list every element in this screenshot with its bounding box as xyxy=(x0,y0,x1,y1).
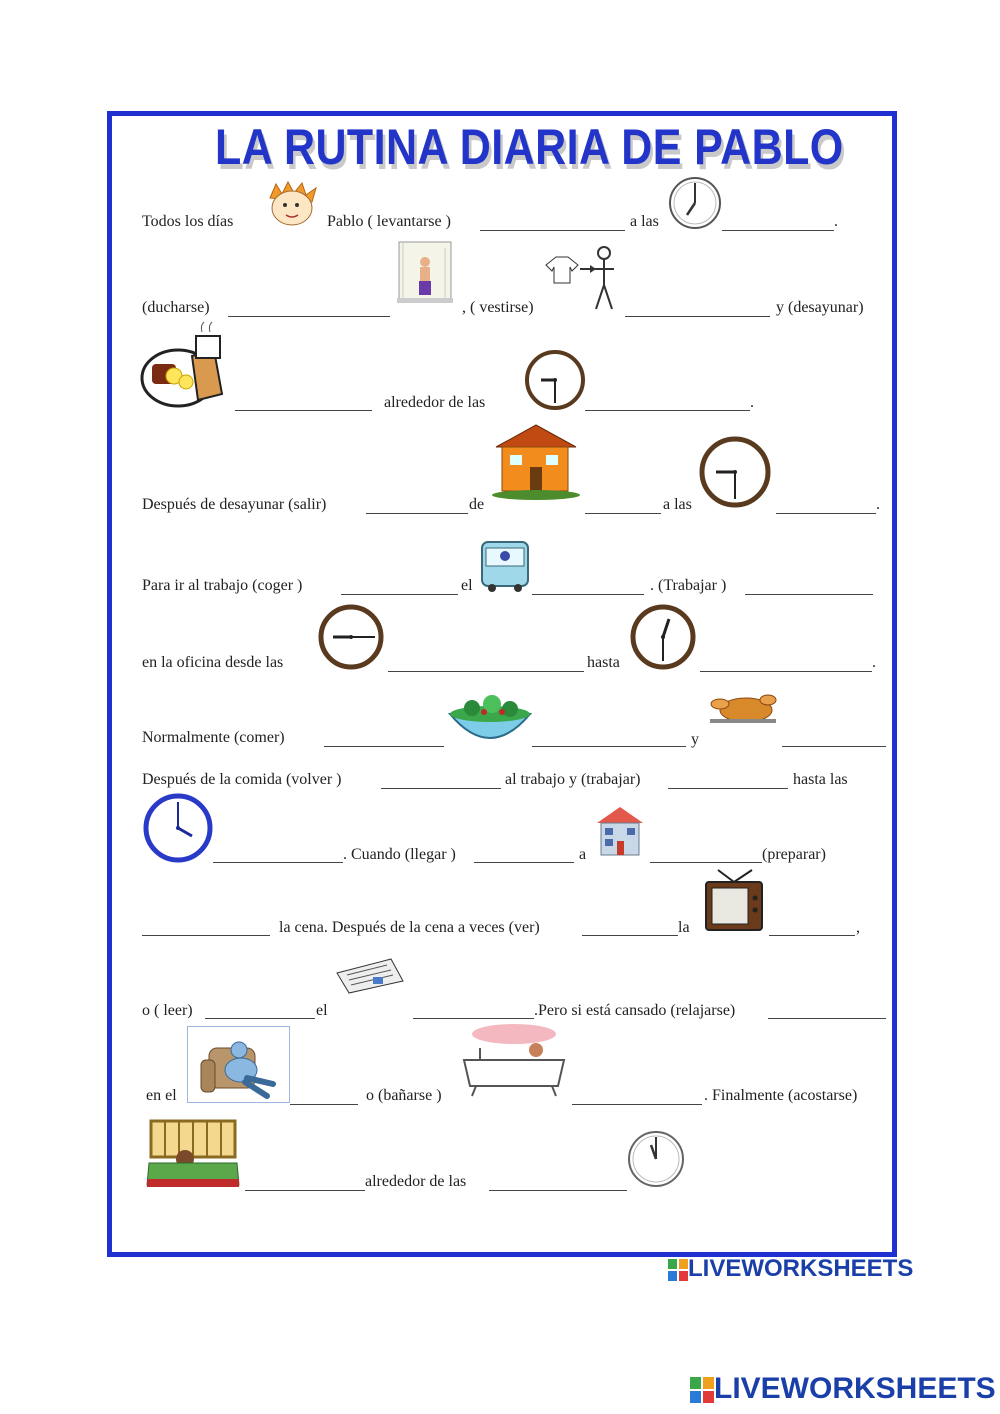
sentence-text: (ducharse) xyxy=(142,299,210,316)
answer-blank[interactable] xyxy=(722,230,834,231)
sentence-text: en el xyxy=(146,1087,177,1104)
sentence-text: .Pero si está cansado (relajarse) xyxy=(534,1002,736,1019)
answer-blank[interactable] xyxy=(768,1018,886,1019)
sentence-text: . xyxy=(872,654,876,671)
sentence-text: a las xyxy=(630,213,659,230)
answer-blank[interactable] xyxy=(381,788,501,789)
sentence-text: alrededor de las xyxy=(384,394,486,411)
answer-blank[interactable] xyxy=(324,746,444,747)
sentence-text: hasta xyxy=(587,654,620,671)
sentence-text: Después de desayunar (salir) xyxy=(142,496,327,513)
clock-icon xyxy=(629,603,697,671)
answer-blank[interactable] xyxy=(782,746,886,747)
sentence-text: el xyxy=(316,1002,328,1019)
clock-icon xyxy=(317,603,385,671)
small-house-icon xyxy=(595,803,645,857)
answer-blank[interactable] xyxy=(205,1018,315,1019)
brand-name: LIVEWORKSHEETS xyxy=(714,1372,996,1405)
sentence-text: Pablo ( levantarse ) xyxy=(327,213,451,230)
page-title: LA RUTINA DIARIA DE PABLO xyxy=(215,119,844,175)
answer-blank[interactable] xyxy=(769,935,855,936)
answer-blank[interactable] xyxy=(668,788,788,789)
brand-mark-icon xyxy=(690,1377,714,1403)
breakfast-icon xyxy=(140,320,228,410)
sentence-text: hasta las xyxy=(793,771,848,788)
sentence-text: y (desayunar) xyxy=(776,299,864,316)
answer-blank[interactable] xyxy=(582,935,678,936)
answer-blank[interactable] xyxy=(650,862,762,863)
sentence-text: el xyxy=(461,577,473,594)
answer-blank[interactable] xyxy=(388,671,584,672)
newspaper-icon xyxy=(333,955,407,997)
clock-icon xyxy=(626,1129,686,1189)
answer-blank[interactable] xyxy=(245,1190,365,1191)
sentence-text: . xyxy=(876,496,880,513)
sentence-text: en la oficina desde las xyxy=(142,654,284,671)
answer-blank[interactable] xyxy=(625,316,770,317)
sentence-text: Para ir al trabajo (coger ) xyxy=(142,577,303,594)
brand-logo xyxy=(690,1372,996,1406)
sentence-text: . (Trabajar ) xyxy=(650,577,727,594)
sentence-text: Todos los días xyxy=(142,213,234,230)
sentence-text: o (bañarse ) xyxy=(366,1087,442,1104)
brand-name: LIVEWORKSHEETS xyxy=(688,1255,914,1282)
answer-blank[interactable] xyxy=(413,1018,534,1019)
answer-blank[interactable] xyxy=(532,594,644,595)
sentence-text: a xyxy=(579,846,587,863)
roast-chicken-icon xyxy=(706,688,778,726)
answer-blank[interactable] xyxy=(235,410,372,411)
sentence-text: la xyxy=(678,919,690,936)
house-icon xyxy=(490,421,582,501)
brand-logo xyxy=(668,1255,913,1283)
salad-icon xyxy=(446,692,534,748)
sentence-text: . xyxy=(834,213,838,230)
clock-icon xyxy=(698,435,772,509)
answer-blank[interactable] xyxy=(585,513,661,514)
sentence-text: Normalmente (comer) xyxy=(142,729,285,746)
sentence-text: o ( leer) xyxy=(142,1002,193,1019)
answer-blank[interactable] xyxy=(213,862,343,863)
answer-blank[interactable] xyxy=(142,935,270,936)
answer-blank[interactable] xyxy=(532,746,686,747)
bathtub-icon xyxy=(460,1022,568,1100)
clock-icon xyxy=(142,792,214,864)
sentence-text: . xyxy=(750,394,754,411)
bed-icon xyxy=(145,1115,241,1191)
shower-icon xyxy=(395,238,457,306)
sentence-text: . Finalmente (acostarse) xyxy=(704,1087,858,1104)
answer-blank[interactable] xyxy=(776,513,876,514)
bus-icon xyxy=(478,538,532,594)
answer-blank[interactable] xyxy=(474,862,574,863)
sentence-text: alrededor de las xyxy=(365,1173,467,1190)
sentence-text: , xyxy=(856,919,860,936)
answer-blank[interactable] xyxy=(366,513,468,514)
answer-blank[interactable] xyxy=(572,1104,702,1105)
sentence-text: , ( vestirse) xyxy=(462,299,534,316)
sentence-text: . Cuando (llegar ) xyxy=(343,846,456,863)
answer-blank[interactable] xyxy=(489,1190,627,1191)
sentence-text: (preparar) xyxy=(762,846,826,863)
answer-blank[interactable] xyxy=(745,594,873,595)
brand-mark-icon xyxy=(668,1259,688,1281)
answer-blank[interactable] xyxy=(290,1104,358,1105)
getting-dressed-icon xyxy=(542,243,618,313)
sentence-text: y xyxy=(691,731,699,748)
sentence-text: de xyxy=(469,496,485,513)
sentence-text: a las xyxy=(663,496,692,513)
armchair-icon xyxy=(187,1026,290,1103)
clock-icon xyxy=(667,175,723,231)
answer-blank[interactable] xyxy=(341,594,458,595)
sentence-text: al trabajo y (trabajar) xyxy=(505,771,641,788)
sentence-text: Después de la comida (volver ) xyxy=(142,771,342,788)
answer-blank[interactable] xyxy=(480,230,625,231)
sentence-text: la cena. Después de la cena a veces (ver) xyxy=(279,919,540,936)
answer-blank[interactable] xyxy=(585,410,750,411)
answer-blank[interactable] xyxy=(700,671,872,672)
clock-icon xyxy=(524,349,586,411)
television-icon xyxy=(704,868,764,934)
boy-face-icon xyxy=(262,180,320,230)
answer-blank[interactable] xyxy=(228,316,390,317)
